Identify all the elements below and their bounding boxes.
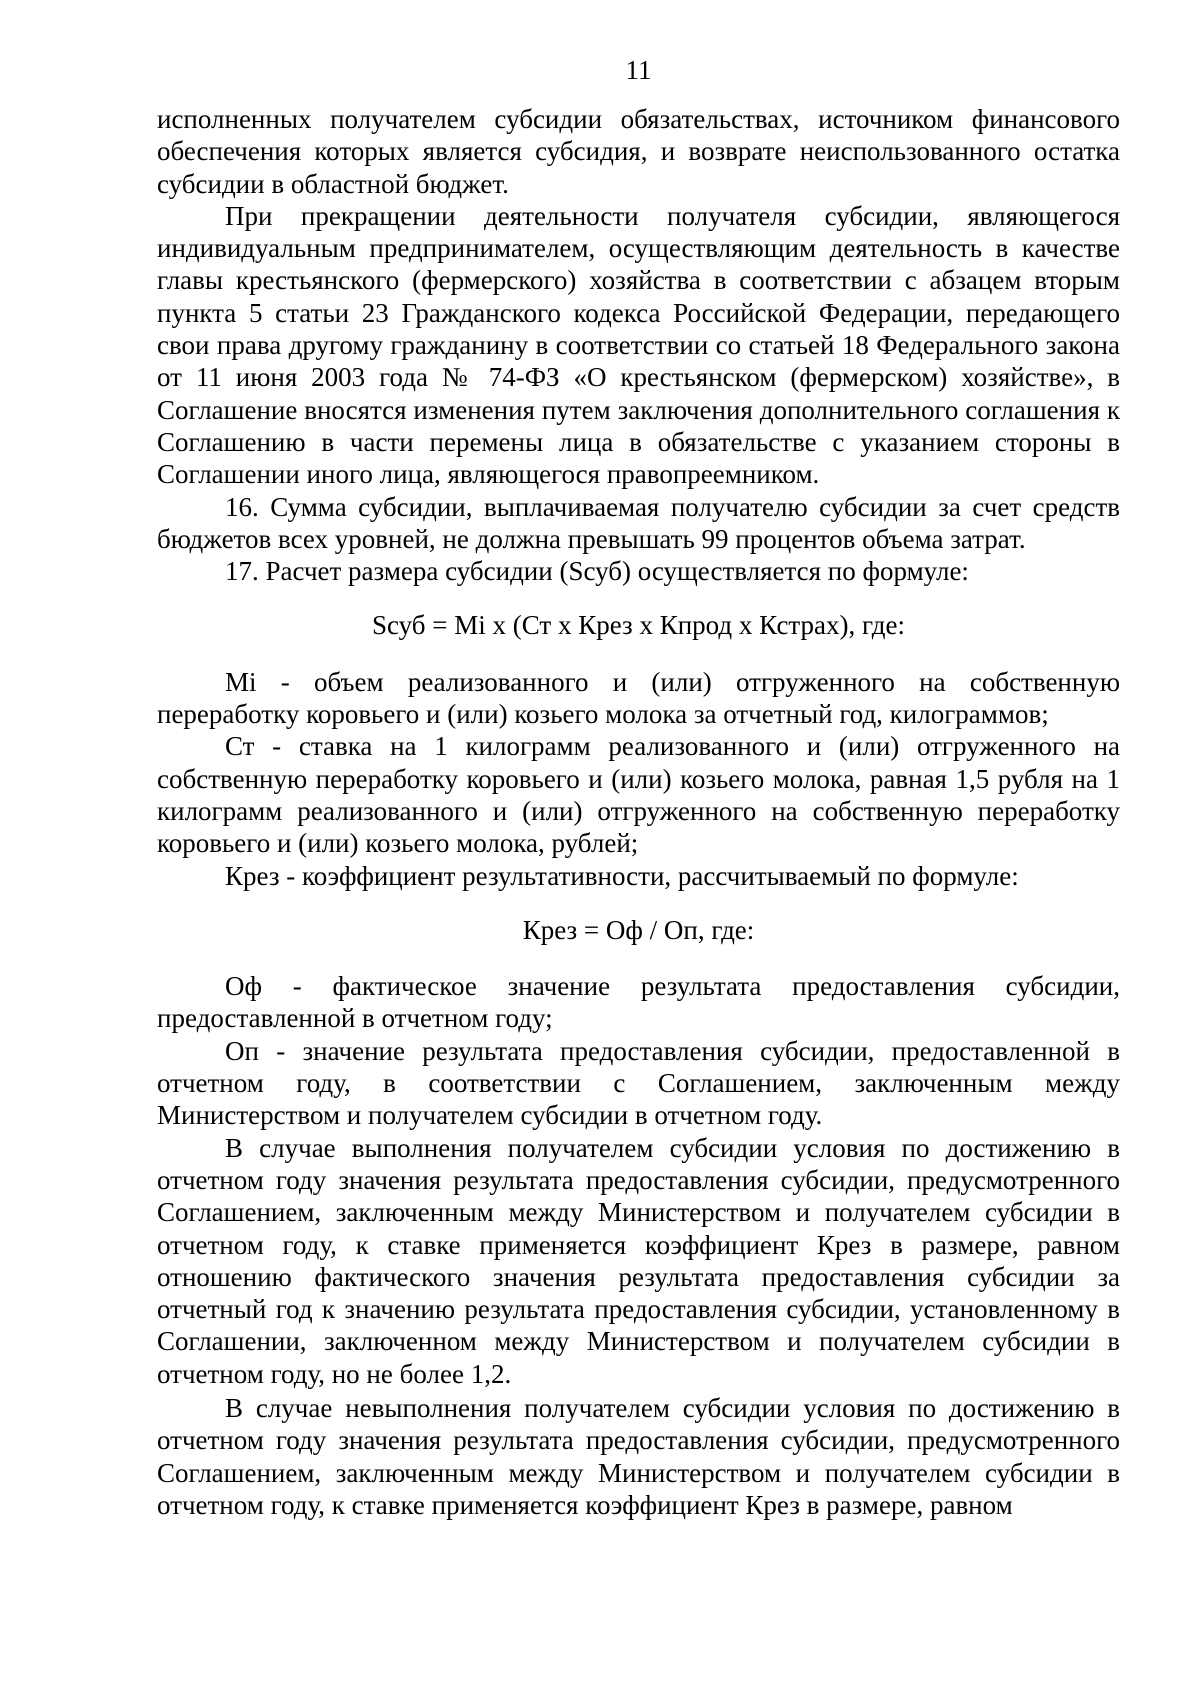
- paragraph-termination-of-activity: При прекращении деятельности получателя субсидии, являющегося индивидуальным предпринимателем, осуществляющим деятельность в качестве главы крестьянского (фермерского) хозяйства в соответствии с абзацем вторым пункта 5 статьи 23 Гражданского кодекса Российской Федерации, передающего свои права другому гражданину в соответствии со статьей 18 Федерального закона от 11 июня 2003 года № 74-ФЗ «О крестьянском (фермерском) хозяйстве», в Соглашение вносятся изменения путем заключения дополнительного соглашения к Соглашению в части перемены лица в обязательстве с указанием стороны в Соглашении иного лица, являющегося правопреемником.: [157, 200, 1120, 490]
- formula-subsidy-amount: Sсуб = Mi x (Ст x Крез x Кпрод x Кстрах), где:: [372, 610, 905, 641]
- definition-krez: Крез - коэффициент результативности, рассчитываемый по формуле:: [225, 860, 1019, 891]
- page-number: 11: [625, 55, 652, 85]
- formula-krez: Крез = Оф / Оп, где:: [522, 914, 755, 945]
- paragraph-item-16: 16. Сумма субсидии, выплачиваемая получателю субсидии за счет средств бюджетов всех уровней, не должна превышать 99 процентов объема затрат.: [157, 491, 1120, 554]
- definition-mi: Mi - объем реализованного и (или) отгруженного на собственную переработку коровьего и (или) козьего молока за отчетный год, килограммов;: [157, 666, 1120, 730]
- paragraph-continuation: исполненных получателем субсидии обязательствах, источником финансового обеспечения которых является субсидия, и возврате неиспользованного остатка субсидии в областной бюджет.: [157, 104, 1120, 199]
- definition-st: Ст - ставка на 1 килограмм реализованного и (или) отгруженного на собственную переработку коровьего и (или) козьего молока, равная 1,5 рубля на 1 килограмм реализованного и (или) отгруженного на собственную переработку коровьего и (или) козьего молока, рублей;: [157, 731, 1120, 859]
- paragraph-non-fulfillment-case: В случае невыполнения получателем субсидии условия по достижению в отчетном году значения результата предоставления субсидии, предусмотренного Соглашением, заключенным между Министерством и получателем субсидии в отчетном году, к ставке применяется коэффициент Крез в размере, равном: [157, 1392, 1120, 1520]
- definition-of: Оф - фактическое значение результата предоставления субсидии, предоставленной в отчетном году;: [157, 971, 1120, 1034]
- paragraph-fulfillment-case: В случае выполнения получателем субсидии условия по достижению в отчетном году значения результата предоставления субсидии, предусмотренного Соглашением, заключенным между Министерством и получателем субсидии в отчетном году, к ставке применяется коэффициент Крез в размере, равном отношению фактического значения результата предоставления субсидии за отчетный год к значению результата предоставления субсидии, установленному в Соглашении, заключенном между Министерством и получателем субсидии в отчетном году, но не более 1,2.: [157, 1132, 1120, 1389]
- paragraph-item-17: 17. Расчет размера субсидии (Sсуб) осуществляется по формуле:: [225, 556, 969, 587]
- definition-op: Оп - значение результата предоставления субсидии, предоставленной в отчетном году, в соответствии с Соглашением, заключенным между Министерством и получателем субсидии в отчетном году.: [157, 1035, 1120, 1131]
- document-page: [157, 55, 1120, 1521]
